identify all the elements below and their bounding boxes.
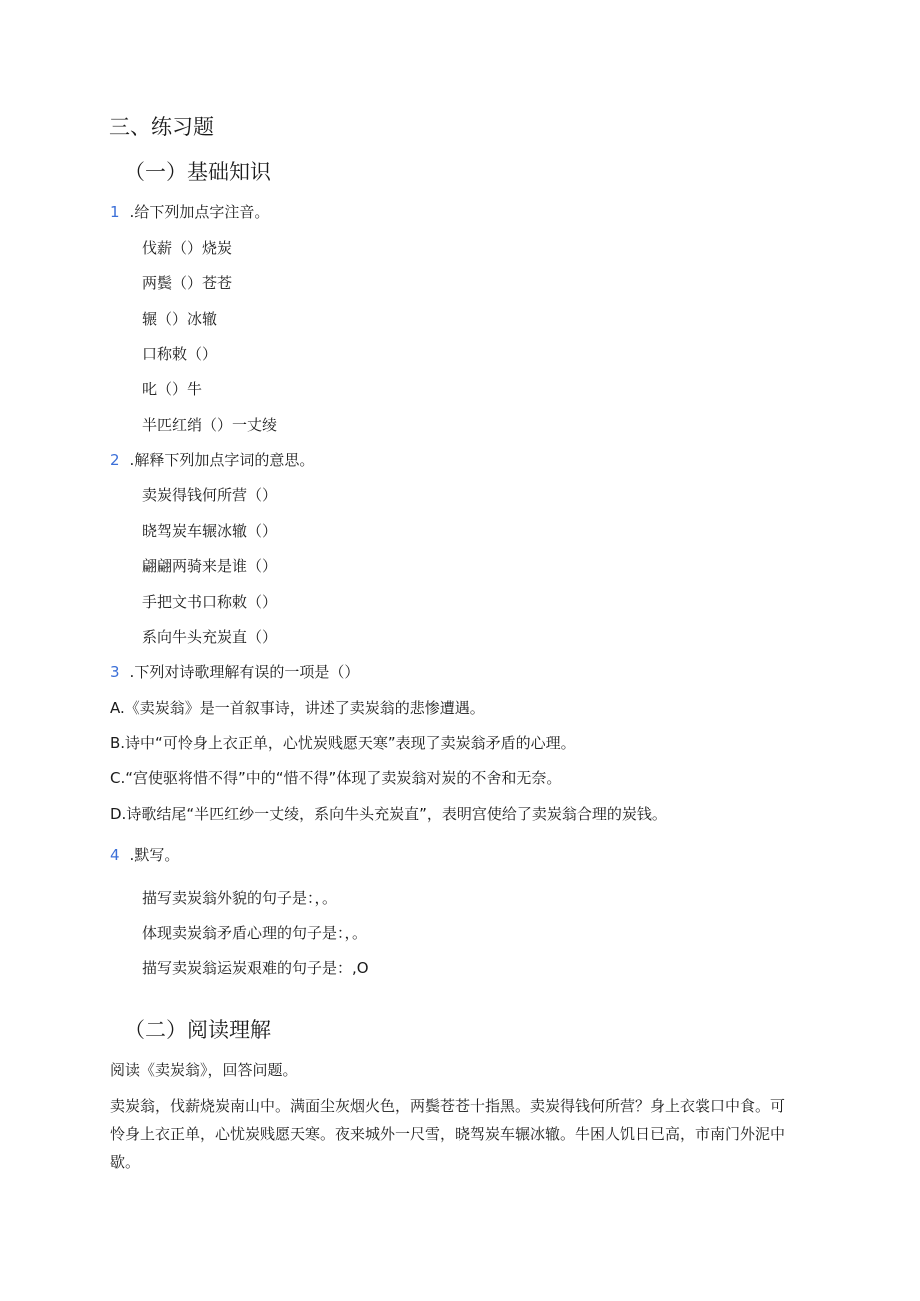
q3-option-d: D.诗歌结尾“半匹红纱一丈绫，系向牛头充炭直”，表明宫使给了卖炭翁合理的炭钱。 [110,805,667,823]
question-text: .解释下列加点字词的意思。 [129,451,315,469]
q3-option-b: B.诗中“可怜身上衣正单，心忧炭贱愿天寒”表现了卖炭翁矛盾的心理。 [110,734,576,752]
passage-line: 怜身上衣正单，心忧炭贱愿天寒。夜来城外一尺雪，晓驾炭车辗冰辙。牛困人饥日已高，市南门外泥中 [110,1125,786,1143]
q2-item: 翩翩两骑来是谁（） [142,557,278,575]
passage-line: 卖炭翁，伐薪烧炭南山中。满面尘灰烟火色，两鬓苍苍十指黑。卖炭得钱何所营？身上衣裳口中食。可 [110,1097,786,1115]
part2-title: （二）阅读理解 [124,1018,271,1042]
q1-item: 辗（）冰辙 [142,310,218,328]
q1-item: 叱（）牛 [142,380,203,398]
q1-item: 口称敕（） [142,345,218,363]
q4-item: 体现卖炭翁矛盾心理的句子是：，。 [142,924,368,942]
q4-item: 描写卖炭翁外貌的句子是：，。 [142,889,338,907]
question-text: .给下列加点字注音。 [129,203,270,221]
q2-item: 手把文书口称敕（） [142,593,278,611]
question-number: 3 [110,663,120,681]
question-text: .默写。 [129,846,180,864]
question-1 [110,205,269,220]
q3-option-c: C.“宫使驱将惜不得”中的“惜不得”体现了卖炭翁对炭的不舍和无奈。 [110,769,562,787]
question-text: .下列对诗歌理解有误的一项是（） [129,663,360,681]
part1-title: （一）基础知识 [124,160,271,184]
q2-item: 卖炭得钱何所营（） [142,486,278,504]
question-2 [110,453,314,468]
question-3 [110,665,359,680]
passage-line: 歇。 [110,1153,141,1171]
question-number: 2 [110,451,120,469]
q4-item: 描写卖炭翁运炭艰难的句子是：,O [142,959,369,977]
q2-item: 晓驾炭车辗冰辙（） [142,522,278,540]
q2-item: 系向牛头充炭直（） [142,628,278,646]
question-4 [110,848,179,863]
q1-item: 半匹红绡（）一丈绫 [142,416,278,434]
section-title: 三、练习题 [109,115,214,139]
reading-intro: 阅读《卖炭翁》，回答问题。 [110,1061,298,1079]
q3-option-a: A.《卖炭翁》是一首叙事诗，讲述了卖炭翁的悲惨遭遇。 [110,699,485,717]
q1-item: 伐薪（）烧炭 [142,239,233,257]
question-number: 1 [110,203,120,221]
q1-item: 两鬓（）苍苍 [142,274,233,292]
question-number: 4 [110,846,120,864]
